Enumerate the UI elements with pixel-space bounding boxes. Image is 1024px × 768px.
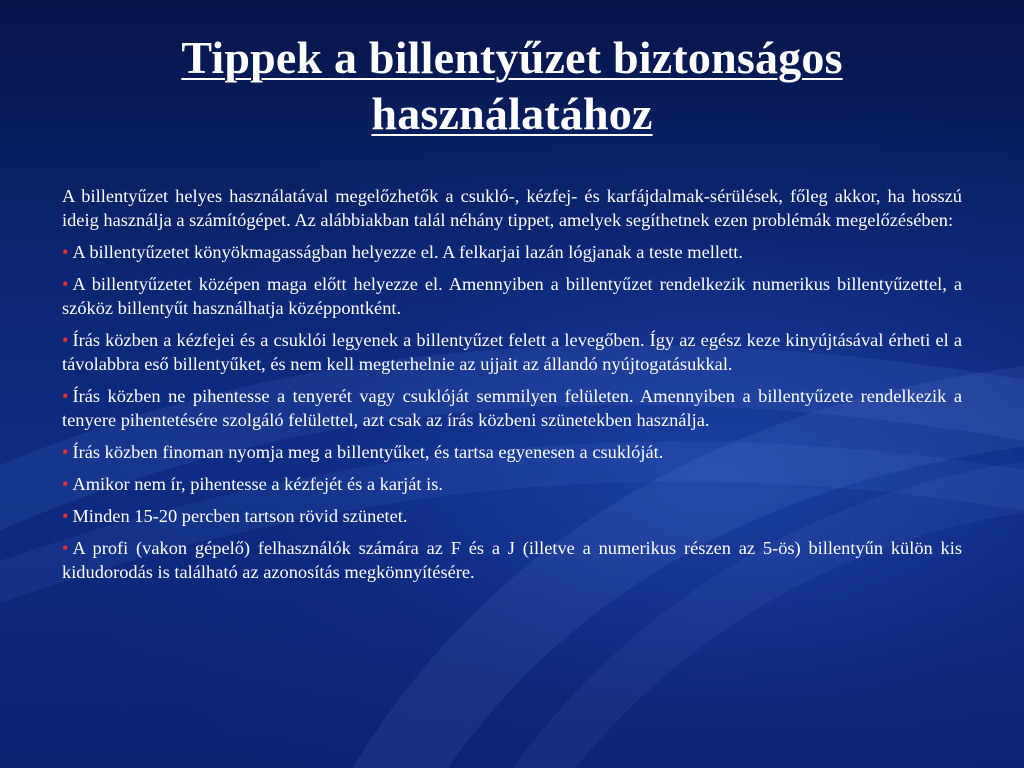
tip-item (62, 440, 962, 464)
bullet-icon: • (62, 474, 69, 494)
tip-item (62, 504, 962, 528)
bullet-icon: • (62, 330, 69, 350)
intro-paragraph: A billentyűzet helyes használatával megelőzhetők a csukló-, kézfej- és karfájdalmak-sérülések, főleg akkor, ha hosszú ideig használja a számítógépet. Az alábbiakban talál néhány tippet, amelyek segíthetnek ezen problémák megelőzésében: (62, 186, 962, 230)
tip-text: A billentyűzetet középen maga előtt helyezze el. Amennyiben a billentyűzet rendelkezik numerikus billentyűzettel, a szóköz billentyűt használhatja középpontként. (62, 274, 962, 318)
tip-text: Amikor nem ír, pihentesse a kézfejét és a karját is. (72, 474, 443, 494)
tip-item (62, 472, 962, 496)
slide-title (40, 30, 984, 142)
slide-title-line-1: Tippek a billentyűzet biztonságos (181, 32, 843, 83)
tip-item (62, 272, 962, 320)
bullet-icon: • (62, 386, 69, 406)
bullet-icon: • (62, 506, 69, 526)
bullet-icon: • (62, 274, 69, 294)
tip-text: Írás közben finoman nyomja meg a billentyűket, és tartsa egyenesen a csuklóját. (72, 442, 664, 462)
tip-text: A billentyűzetet könyökmagasságban helyezze el. A felkarjai lazán lógjanak a teste mellett. (72, 242, 743, 262)
bullet-icon: • (62, 242, 69, 262)
tip-item (62, 240, 962, 264)
tip-item (62, 536, 962, 584)
tip-item (62, 384, 962, 432)
tip-text: Írás közben a kézfejei és a csuklói legyenek a billentyűzet felett a levegőben. Így az egész keze kinyújtásával érheti el a távolabbra eső billentyűket, és nem kell megterhelnie az ujjait az állandó nyújtogatásukkal. (62, 330, 962, 374)
tip-text: A profi (vakon gépelő) felhasználók számára az F és a J (illetve a numerikus részen az 5-ös) billentyűn külön kis kidudorodás is található az azonosítás megkönnyítésére. (62, 538, 962, 582)
tip-text: Írás közben ne pihentesse a tenyerét vagy csuklóját semmilyen felületen. Amennyiben a billentyűzete rendelkezik a tenyere pihentetésére szolgáló felülettel, azt csak az írás közbeni szünetekben használja. (62, 386, 962, 430)
tip-item (62, 328, 962, 376)
slide-title-line-2: használatához (371, 88, 653, 139)
bullet-icon: • (62, 442, 69, 462)
tip-text: Minden 15-20 percben tartson rövid szünetet. (72, 506, 408, 526)
slide-body (62, 184, 962, 592)
bullet-icon: • (62, 538, 69, 558)
